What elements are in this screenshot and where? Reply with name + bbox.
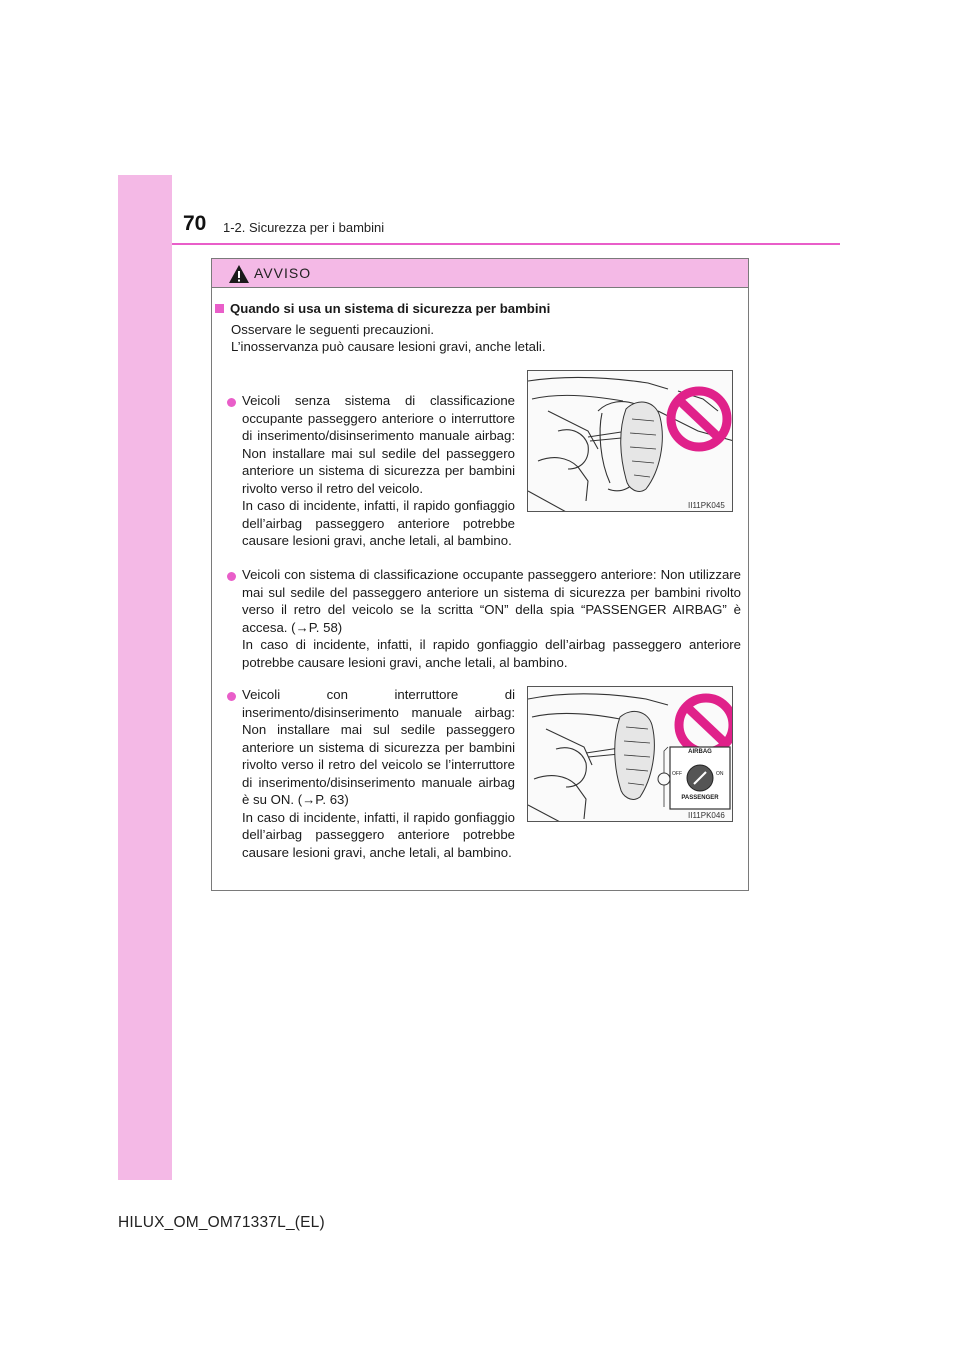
warning-heading: Quando si usa un sistema di sicurezza per bambini (215, 300, 550, 318)
switch-off-label: OFF (672, 771, 682, 777)
bullet-2-text: Veicoli con sistema di classificazione occupante passeggero anteriore: Non utilizzare mai sul sedile del passeggero anteriore un sistema di sicurezza per bambini rivolto verso il retro del veicolo se la scritta “ON” della spia “PASSENGER AIRBAG” è accesa. (→P. 58) In caso di incidente, infatti, il rapido gonfiaggio dell’airbag passeggero anteriore potrebbe causare lesioni gravi, anche letali, al bambino. (242, 567, 741, 670)
switch-on-label: ON (716, 771, 724, 777)
bullet-3-text: Veicoli con interruttore di inserimento/disinserimento manuale airbag: Non installare mai sul sedile passeggero anteriore un sistema di sicurezza per bambini rivolto verso il retro del veicolo se l’interruttore di inserimento/disinserimento manuale airbag è su ON. (→P. 63) In caso di incidente, infatti, il rapido gonfiaggio dell’airbag passeggero anteriore potrebbe causare lesioni gravi, anche letali, al bambino. (242, 687, 515, 860)
image-code-1: II11PK045 (688, 501, 725, 510)
bullet-dot-icon (227, 692, 236, 701)
illustration-airbag-manual-switch (527, 686, 733, 822)
bullet-dot-icon (227, 572, 236, 581)
heading-square-icon (215, 304, 224, 313)
airbag-illustration-graphic (528, 371, 733, 512)
warning-header (212, 259, 748, 288)
footer-manual-code: HILUX_OM_OM71337L_(EL) (118, 1214, 325, 1231)
chapter-side-band (118, 175, 172, 1180)
image-code-2: II11PK046 (688, 811, 725, 820)
page-number: 70 (183, 212, 207, 235)
illustration-airbag-no-child-seat (527, 370, 733, 512)
warning-triangle-icon (228, 264, 250, 284)
header-divider (172, 243, 840, 245)
intro-line-2: L’inosservanza può causare lesioni gravi, anche letali. (231, 339, 546, 354)
intro-line-1: Osservare le seguenti precauzioni. (231, 322, 435, 337)
switch-label-bottom: PASSENGER (681, 795, 719, 801)
bullet-dot-icon (227, 398, 236, 407)
bullet-1-text: Veicoli senza sistema di classificazione occupante passeggero anteriore o interruttore di inserimento/disinserimento manuale airbag: Non installare mai sul sedile del passeggero anteriore un sistema di sicurezza per bambini rivolto verso il retro del veicolo. In caso di incidente, infatti, il rapido gonfiaggio dell’airbag passeggero anteriore potrebbe causare lesioni gravi, anche letali, al bambino. (242, 393, 515, 548)
warning-title: AVVISO (254, 265, 312, 281)
switch-label-top: AIRBAG (688, 749, 712, 755)
section-title: 1-2. Sicurezza per i bambini (223, 220, 385, 235)
